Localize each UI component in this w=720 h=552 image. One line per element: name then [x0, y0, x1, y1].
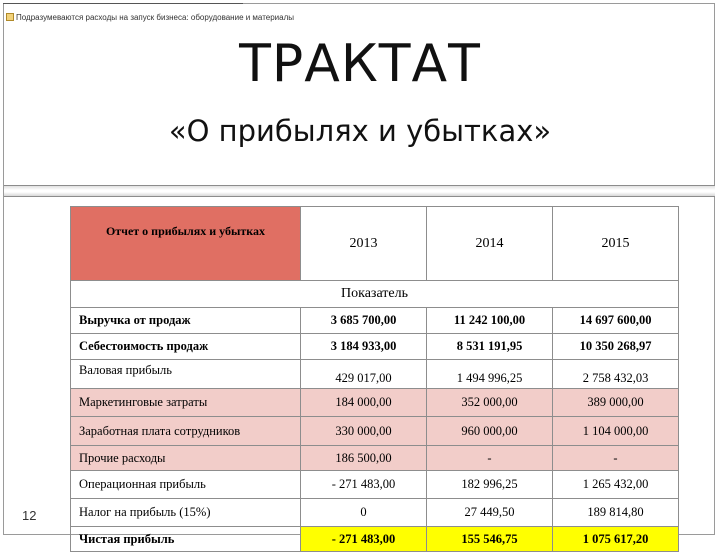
cell-2015: 189 814,80: [553, 499, 679, 527]
year-2014-header: 2014: [427, 207, 553, 281]
cell-2014: -: [427, 446, 553, 471]
cell-2014: 8 531 191,95: [427, 334, 553, 360]
cell-2014: 155 546,75: [427, 527, 553, 552]
row-label: Себестоимость продаж: [71, 334, 301, 360]
cell-2013: 3 184 933,00: [301, 334, 427, 360]
cell-2015: 2 758 432,03: [553, 360, 679, 389]
row-label: Заработная плата сотрудников: [71, 417, 301, 446]
row-label: Прочие расходы: [71, 446, 301, 471]
profit-loss-table: [70, 206, 679, 552]
cell-2015: 1 265 432,00: [553, 471, 679, 499]
page-subtitle: «О прибылях и убытках»: [168, 114, 552, 148]
cell-2013: - 271 483,00: [301, 527, 427, 552]
table-row: [71, 499, 679, 527]
table-row: [71, 527, 679, 552]
table-row: [71, 446, 679, 471]
table-row: [71, 360, 679, 389]
table-header-row: [71, 207, 679, 281]
row-label: Операционная прибыль: [71, 471, 301, 499]
table-row: [71, 308, 679, 334]
divider-bar: [4, 185, 715, 197]
cell-2015: 1 075 617,20: [553, 527, 679, 552]
cell-2014: 352 000,00: [427, 389, 553, 417]
table-row: [71, 417, 679, 446]
note-icon: [6, 13, 14, 21]
cell-2014: 182 996,25: [427, 471, 553, 499]
cell-2015: 1 104 000,00: [553, 417, 679, 446]
table-row: [71, 334, 679, 360]
row-label: Чистая прибыль: [71, 527, 301, 552]
cell-2014: 1 494 996,25: [427, 360, 553, 389]
label-header-cell: Отчет о прибылях и убытках: [71, 207, 301, 281]
indicator-row: [71, 281, 679, 308]
row-label: Выручка от продаж: [71, 308, 301, 334]
cell-2013: 330 000,00: [301, 417, 427, 446]
cell-2014: 11 242 100,00: [427, 308, 553, 334]
cell-2015: 10 350 268,97: [553, 334, 679, 360]
cell-2015: -: [553, 446, 679, 471]
footnote-text: Подразумеваются расходы на запуск бизнеса: оборудование и материалы: [16, 12, 295, 22]
table-row: [71, 389, 679, 417]
cell-2013: 184 000,00: [301, 389, 427, 417]
cell-2013: 0: [301, 499, 427, 527]
row-label: Валовая прибыль: [71, 360, 301, 389]
footnote: [6, 11, 294, 23]
top-rule: [3, 3, 243, 4]
cell-2013: 3 685 700,00: [301, 308, 427, 334]
row-label: Маркетинговые затраты: [71, 389, 301, 417]
cell-2013: 429 017,00: [301, 360, 427, 389]
cell-2015: 389 000,00: [553, 389, 679, 417]
cell-2014: 27 449,50: [427, 499, 553, 527]
indicator-label: Показатель: [71, 281, 679, 308]
cell-2013: 186 500,00: [301, 446, 427, 471]
year-2013-header: 2013: [301, 207, 427, 281]
cell-2013: - 271 483,00: [301, 471, 427, 499]
row-label: Налог на прибыль (15%): [71, 499, 301, 527]
cell-2014: 960 000,00: [427, 417, 553, 446]
year-2015-header: 2015: [553, 207, 679, 281]
slide-number: 12: [22, 508, 37, 523]
page-title: ТРАКТАТ: [239, 34, 481, 94]
cell-2015: 14 697 600,00: [553, 308, 679, 334]
table-row: [71, 471, 679, 499]
